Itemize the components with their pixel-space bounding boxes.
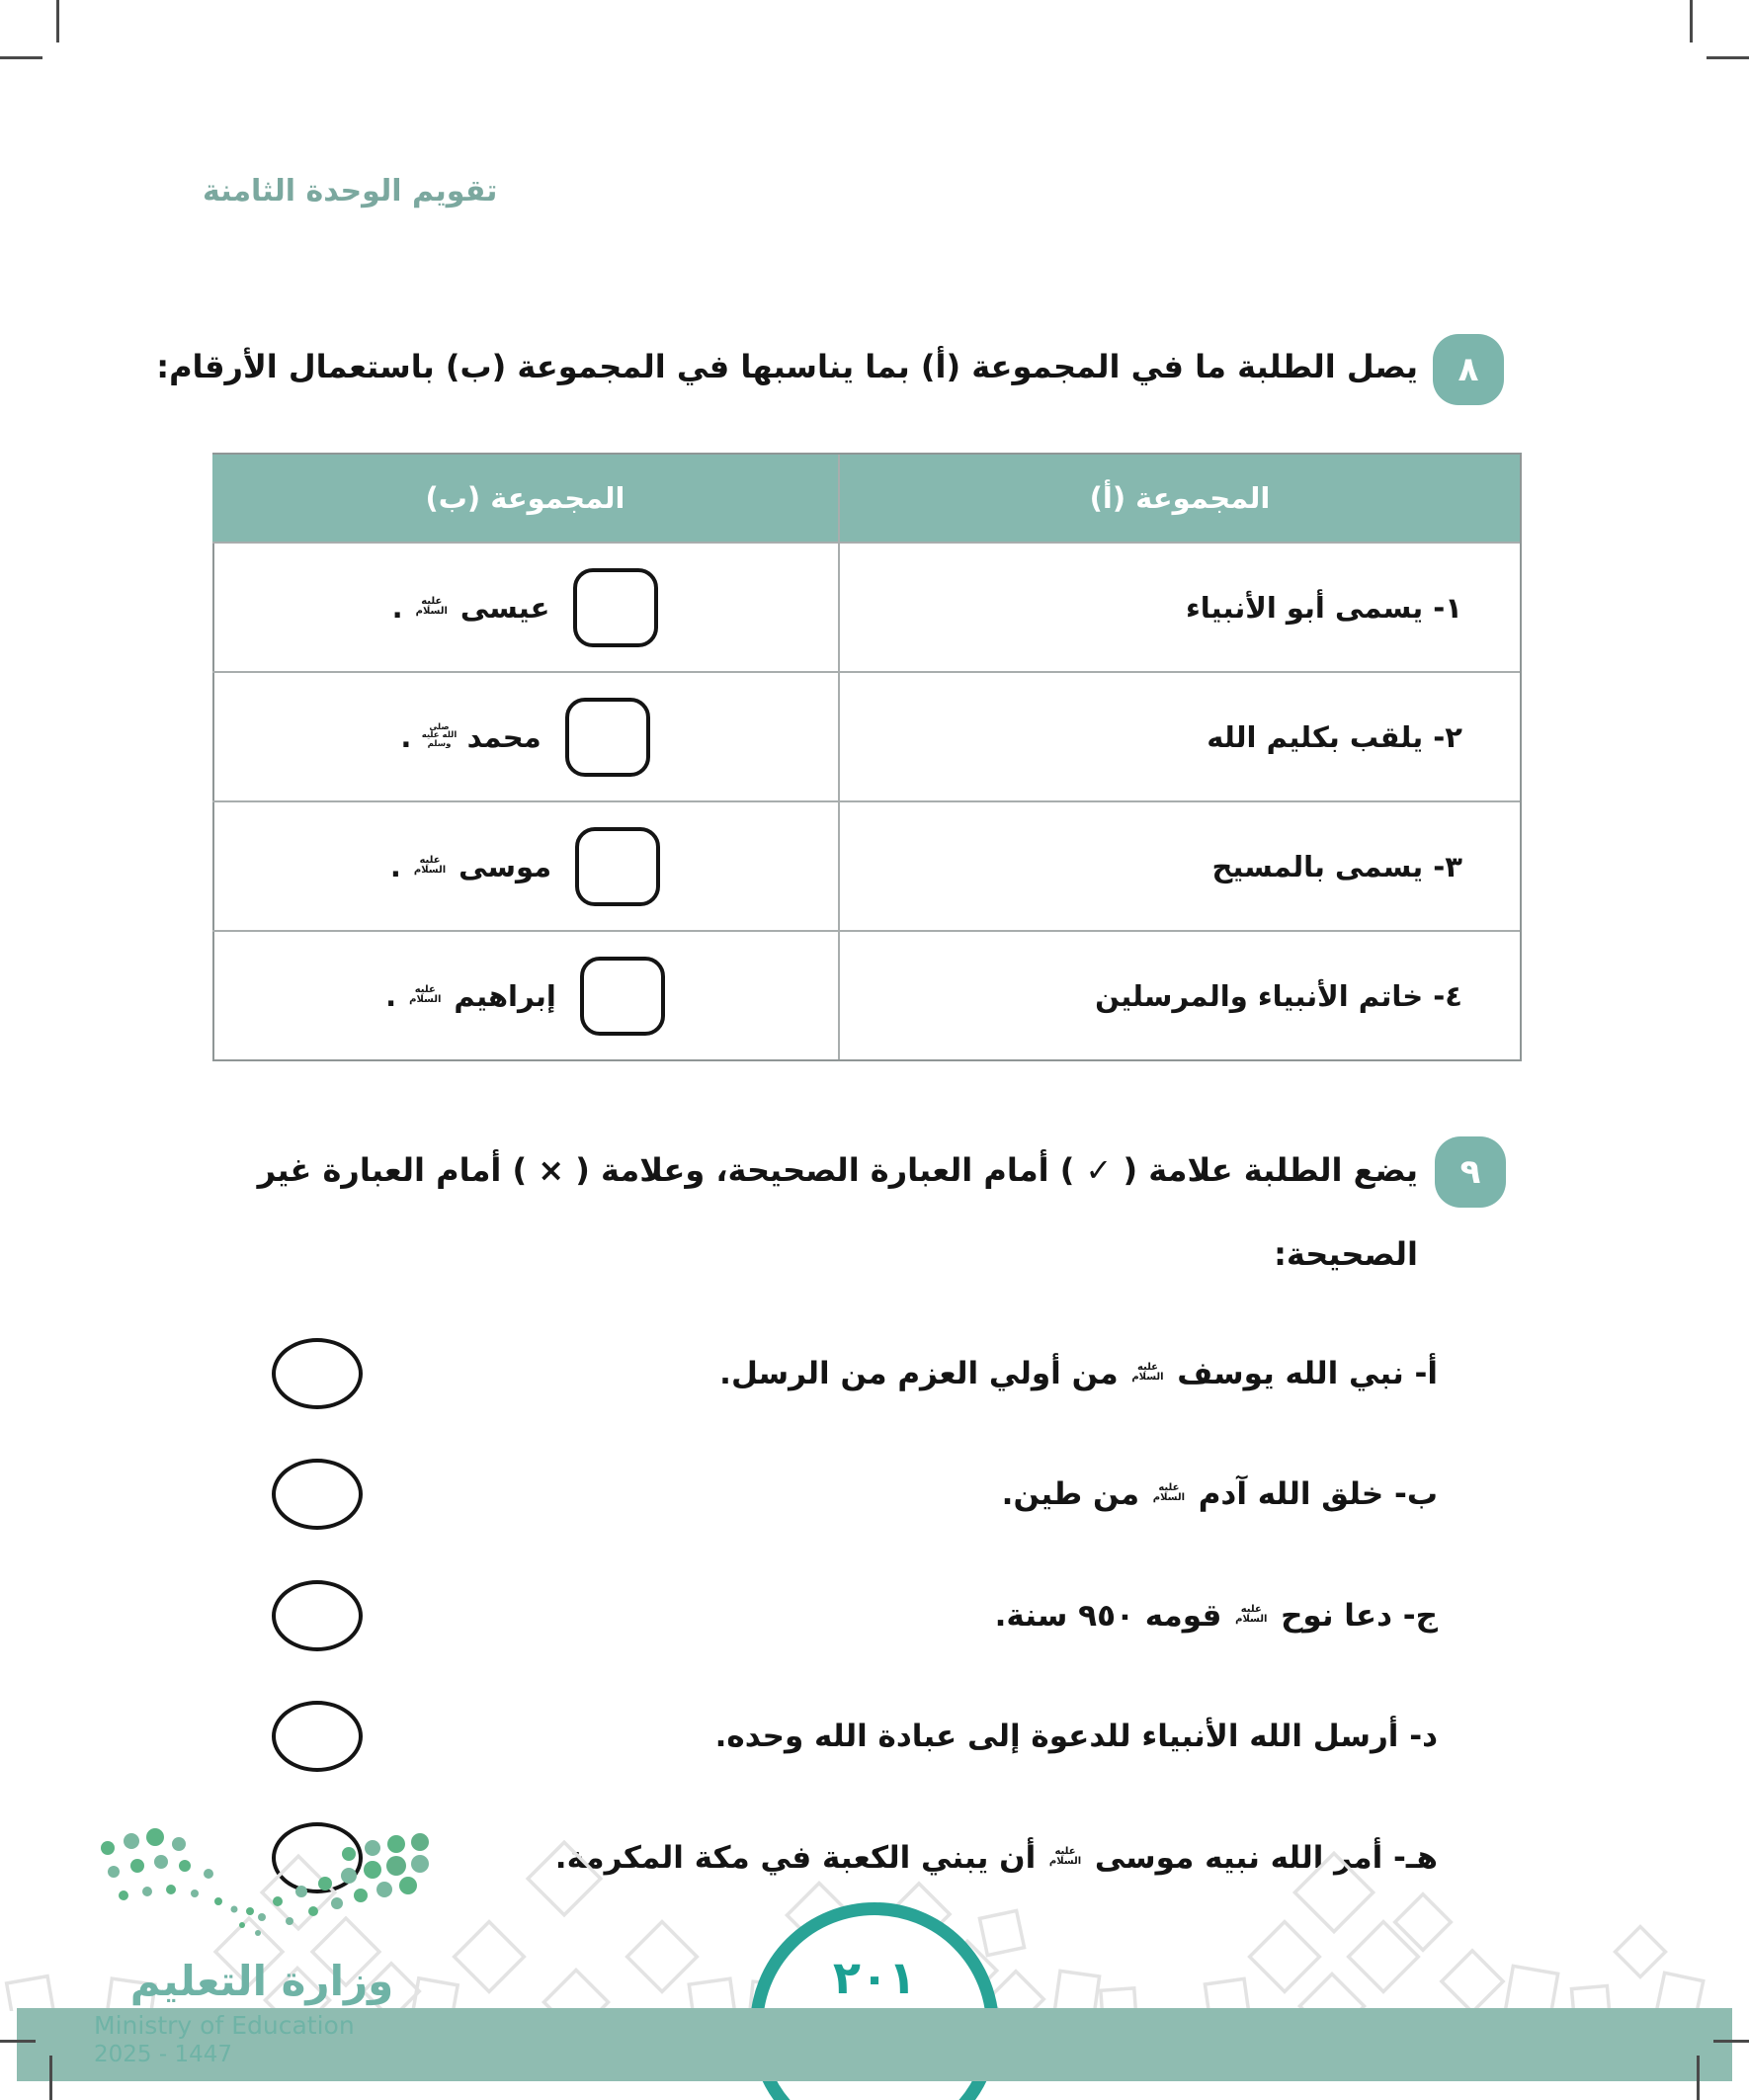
honorific-mark: عليه السلام [415, 595, 448, 617]
crop-mark-bottom-left-h [0, 2040, 36, 2043]
prophet-name: موسى [458, 849, 552, 883]
honorific-mark: عليه السلام [1048, 1845, 1082, 1867]
edition-years: 2025 - 1447 [94, 2042, 232, 2067]
honorific-mark: عليه السلام [1131, 1361, 1164, 1383]
table-row-1-clue-text: ١- يسمى أبو الأنبياء [1185, 590, 1462, 625]
answer-box-row-1[interactable] [573, 568, 658, 647]
question-9-number-badge [1435, 1136, 1506, 1208]
prophet-name: عيسى [459, 590, 550, 625]
table-row-3-name [390, 850, 551, 883]
question-8-number-badge [1433, 334, 1504, 405]
unit-evaluation-title: تقويم الوحدة الثامنة [203, 174, 498, 209]
table-row-2-clue-text: ٢- يلقب بكليم الله [1207, 719, 1462, 754]
period: . [389, 849, 401, 883]
table-row-2-clue [838, 671, 1520, 800]
crop-mark-top-right-v [1690, 0, 1693, 42]
ministry-of-education-logo [94, 1818, 430, 2067]
question-8-prompt: يصل الطلبة ما في المجموعة (أ) بما يناسبها في المجموعة (ب) باستعمال الأرقام: [156, 348, 1418, 385]
table-row-3-clue-text: ٣- يسمى بالمسيح [1211, 849, 1462, 883]
table-header-group-b [212, 455, 838, 542]
tf-item-e-text: هـ- أمر الله نبيه موسى عليه السلام أن يبني الكعبة في مكة المكرمة. [554, 1840, 1438, 1876]
period: . [385, 978, 397, 1013]
honorific-mark: صلى الله عليه وسلم [421, 721, 458, 749]
question-9-prompt-line1: يضع الطلبة علامة ( ✓ ) أمام العبارة الصحيحة، وعلامة ( × ) أمام العبارة غير [257, 1151, 1418, 1189]
tf-item-d-text: د- أرسل الله الأنبياء للدعوة إلى عبادة الله وحده. [714, 1719, 1438, 1754]
page-number: ٢٠١ [832, 1951, 917, 2004]
table-row-4-clue [838, 930, 1520, 1059]
tf-answer-oval-d[interactable] [272, 1701, 363, 1772]
crop-mark-top-right-h [1707, 56, 1749, 59]
question-8-number: ٨ [1458, 350, 1479, 389]
table-row-4-answer [212, 930, 838, 1059]
crop-mark-bottom-right-h [1713, 2040, 1749, 2043]
tf-item-d [715, 1697, 1438, 1776]
answer-box-row-4[interactable] [580, 957, 665, 1036]
tf-answer-oval-a[interactable] [272, 1338, 363, 1409]
table-row-1-name [392, 591, 550, 625]
crop-mark-top-left-v [56, 0, 59, 42]
table-row-3-clue [838, 800, 1520, 930]
tf-item-b [1002, 1455, 1438, 1534]
crop-mark-bottom-right-v [1697, 2056, 1700, 2100]
tf-item-b-text: ب- خلق الله آدم عليه السلام من طين. [1001, 1476, 1438, 1512]
table-header-group-a-label: المجموعة (أ) [1089, 481, 1271, 515]
honorific-mark: عليه السلام [1235, 1603, 1268, 1625]
tf-answer-oval-c[interactable] [272, 1580, 363, 1651]
tf-item-a-text: أ- نبي الله يوسف عليه السلام من أولي العزم من الرسل. [719, 1356, 1438, 1391]
tf-item-c-text: ج- دعا نوح عليه السلام قومه ٩٥٠ سنة. [994, 1598, 1438, 1634]
table-row-4-name [385, 979, 556, 1013]
table-row-3-answer [212, 800, 838, 930]
question-9-number: ٩ [1459, 1152, 1481, 1192]
crop-mark-bottom-left-v [49, 2056, 52, 2100]
question-9-prompt-line2: الصحيحة: [1274, 1235, 1418, 1273]
table-row-2-answer [212, 671, 838, 800]
ministry-name-arabic: وزارة التعليم [129, 1957, 394, 2005]
crop-mark-top-left-h [0, 56, 42, 59]
prophet-name: محمد [466, 719, 541, 754]
tf-answer-oval-b[interactable] [272, 1459, 363, 1530]
table-row-4-clue-text: ٤- خاتم الأنبياء والمرسلين [1095, 978, 1462, 1013]
honorific-mark: عليه السلام [413, 854, 447, 876]
answer-box-row-3[interactable] [575, 827, 660, 906]
honorific-mark: عليه السلام [409, 983, 442, 1005]
matching-table [212, 453, 1522, 1061]
table-row-2-name [400, 720, 541, 754]
honorific-mark: عليه السلام [1152, 1481, 1186, 1503]
period: . [400, 719, 412, 754]
answer-box-row-2[interactable] [565, 698, 650, 777]
prophet-name: إبراهيم [454, 978, 556, 1013]
tf-item-a [719, 1334, 1438, 1413]
ministry-logo-dots [94, 1818, 430, 1949]
period: . [391, 590, 403, 625]
table-header-group-b-label: المجموعة (ب) [425, 481, 625, 515]
tf-item-c [995, 1576, 1438, 1655]
table-header-group-a [838, 455, 1520, 542]
table-row-1-answer [212, 542, 838, 671]
ministry-name-english: Ministry of Education [94, 2011, 355, 2040]
table-row-1-clue [838, 542, 1520, 671]
